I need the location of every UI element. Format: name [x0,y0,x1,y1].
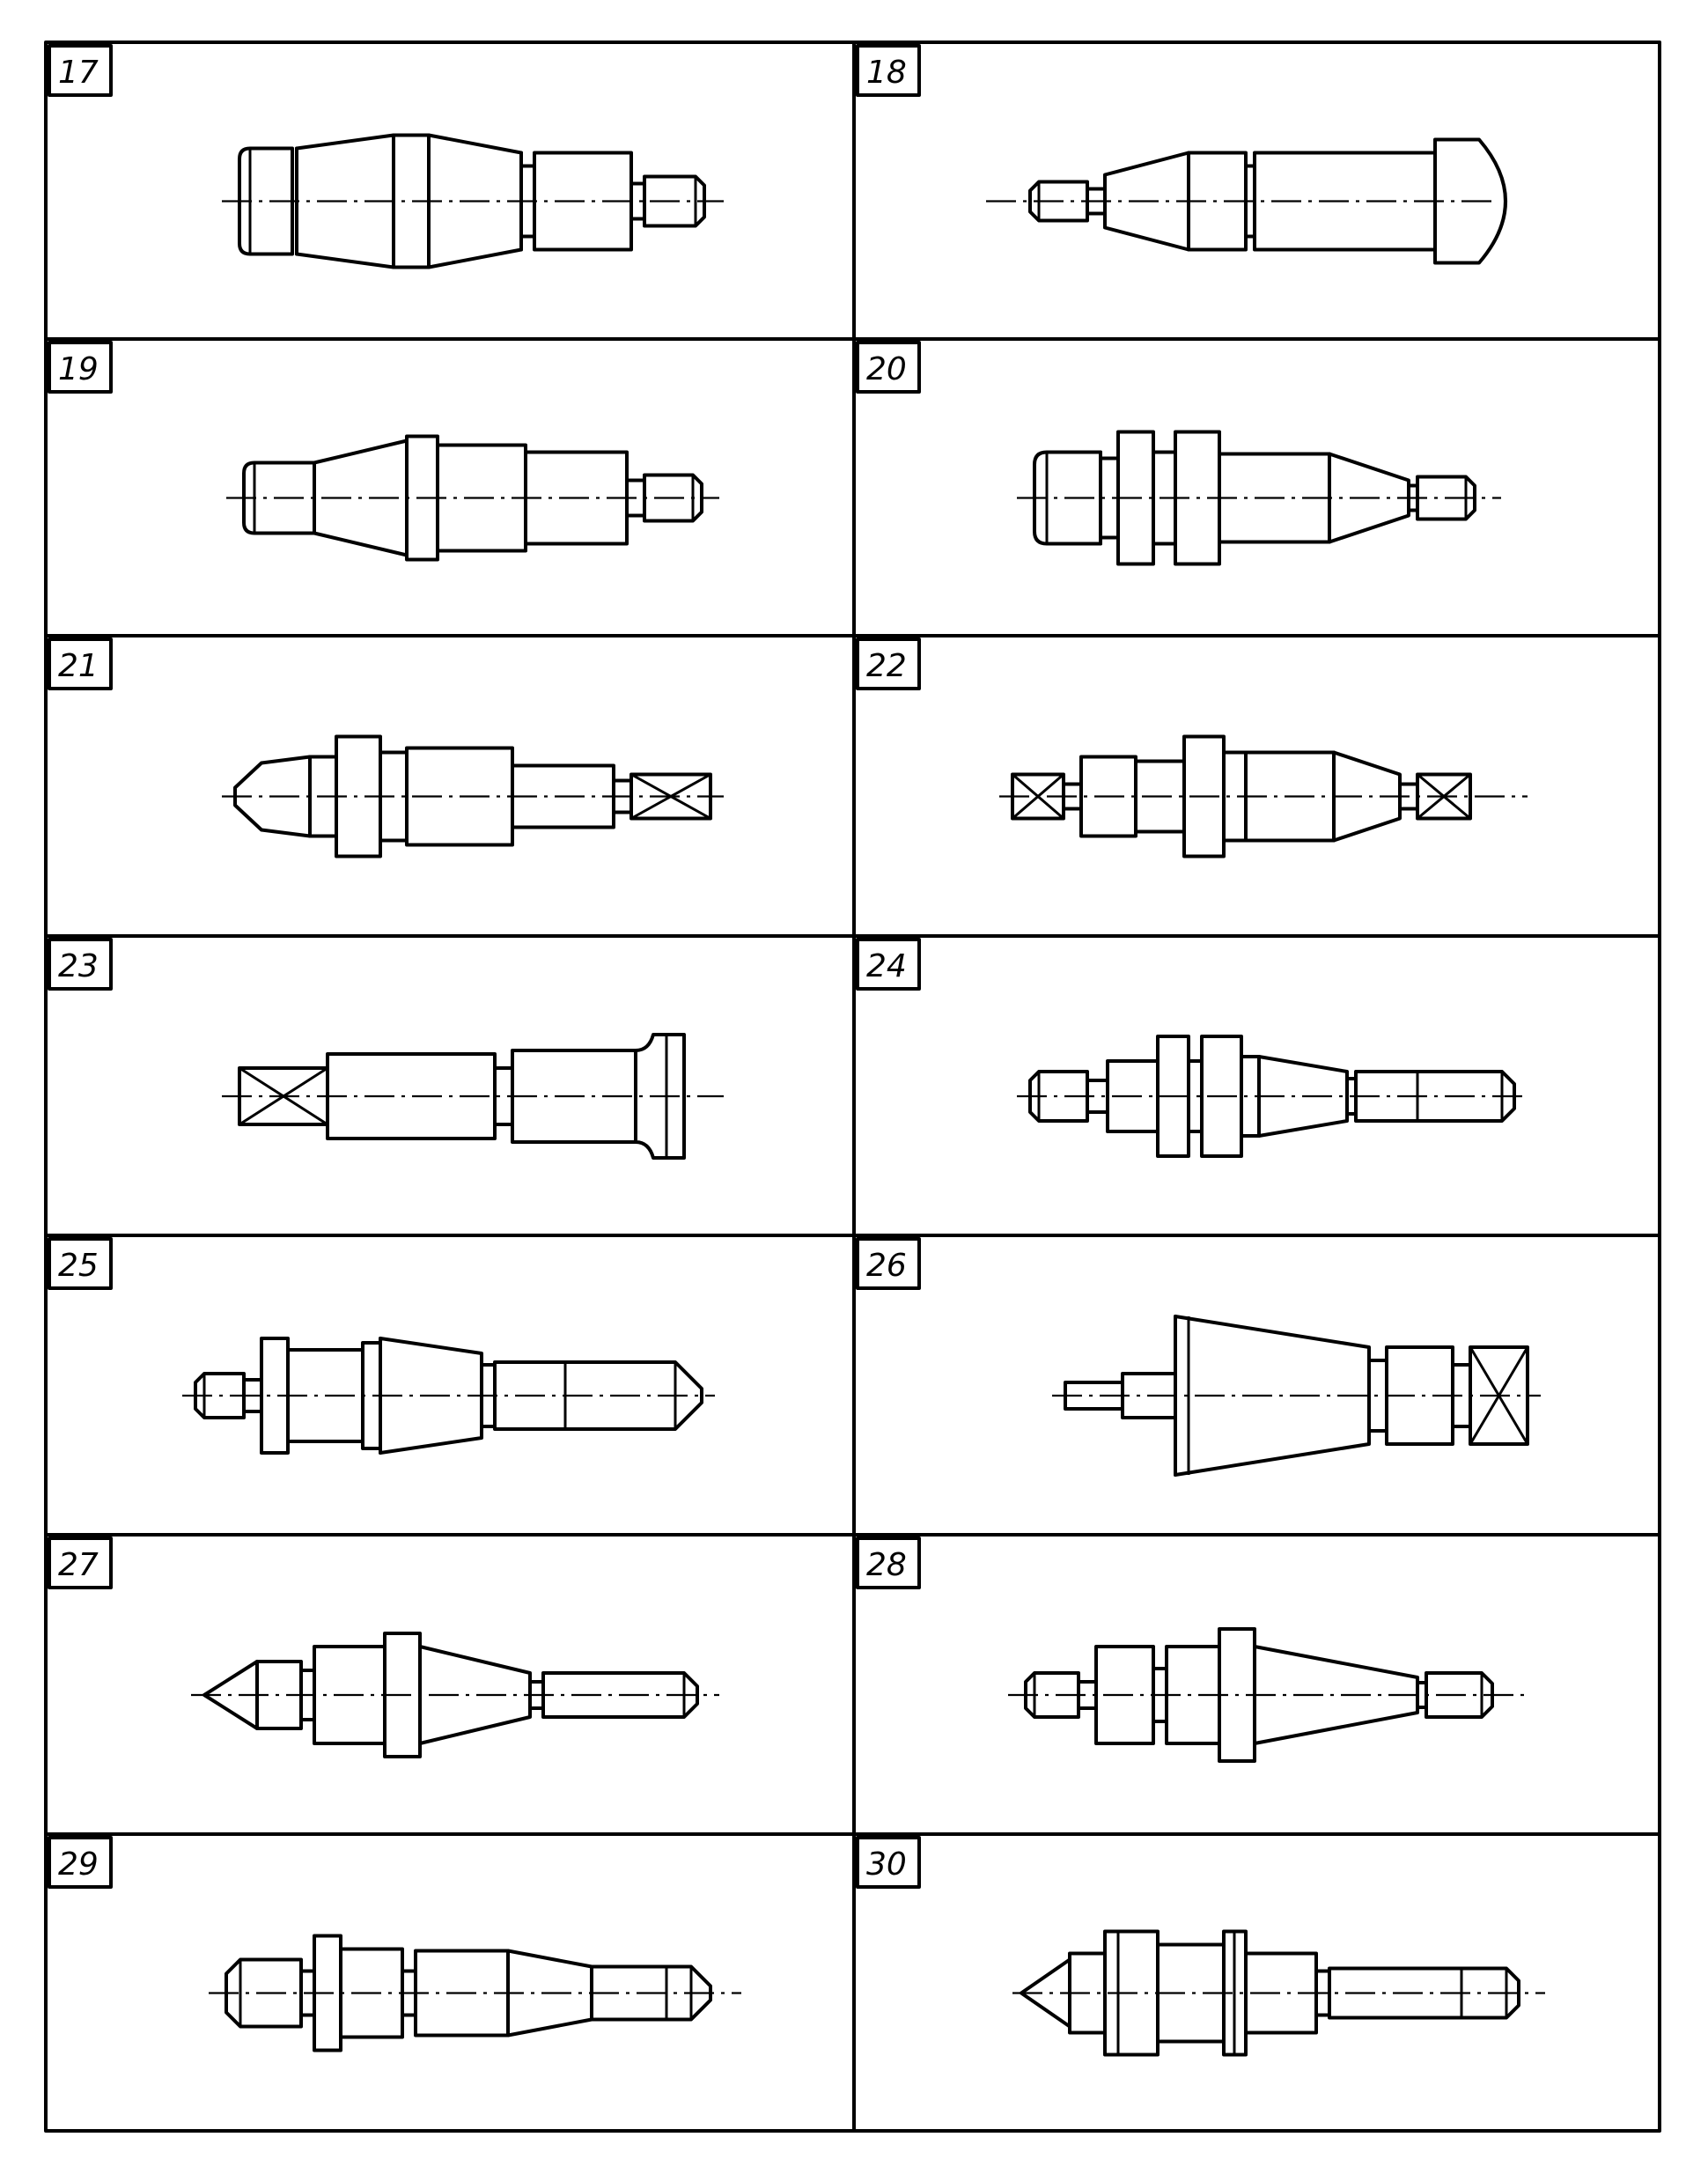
panel-number-29: 29 [58,1846,99,1883]
panel-number-26: 26 [866,1248,907,1284]
shaft-drawing-27 [191,1633,719,1757]
panel-number-24: 24 [866,948,907,984]
panel-number-27: 27 [58,1547,99,1583]
shaft-drawing-29 [209,1936,741,2051]
shaft-drawing-23 [222,1035,724,1158]
panel-number-21: 21 [58,648,99,684]
shaft-drawing-17 [222,136,724,268]
shaft-drawing-30 [1012,1932,1545,2055]
panel-number-23: 23 [58,948,99,984]
shaft-drawing-22 [999,737,1528,857]
panel-number-17: 17 [58,55,99,91]
panel-number-30: 30 [866,1846,907,1883]
shaft-drawing-20 [1017,432,1501,564]
panel-number-22: 22 [866,648,907,684]
panel-number-19: 19 [58,351,99,387]
panel-number-25: 25 [58,1248,99,1284]
shaft-drawing-25 [182,1338,715,1453]
panel-number-20: 20 [866,351,907,387]
shaft-drawing-21 [222,737,724,857]
panel-number-18: 18 [866,55,907,91]
shaft-drawing-24 [1017,1036,1523,1156]
shaft-drawing-18 [986,140,1506,263]
panel-number-28: 28 [866,1547,907,1583]
shaft-drawing-19 [226,437,719,560]
shaft-drawing-26 [1052,1316,1541,1475]
shaft-drawing-28 [1008,1629,1528,1761]
